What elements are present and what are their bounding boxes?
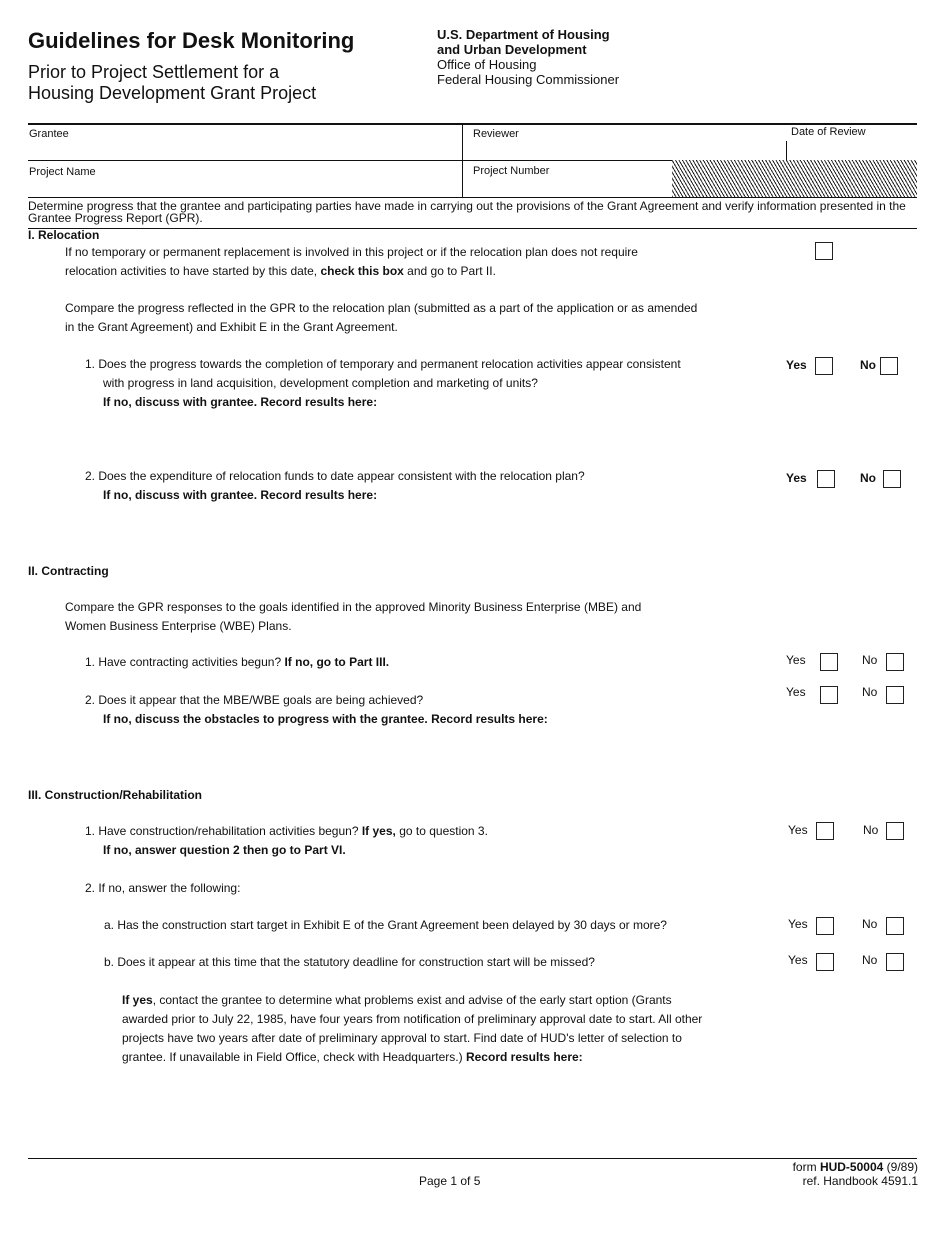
text-run: If yes (122, 993, 153, 1007)
page-title: Guidelines for Desk Monitoring (28, 28, 355, 53)
form-date: (9/89) (883, 1160, 918, 1174)
text-run: check this box (320, 264, 404, 278)
yes-label: Yes (788, 823, 808, 837)
section-2-para-1 (65, 598, 641, 636)
text-line (122, 1048, 702, 1067)
section-1-heading: I. Relocation (28, 228, 100, 242)
s1-q1-yes-checkbox[interactable] (815, 357, 833, 375)
section-1-question-1 (85, 355, 681, 412)
no-label: No (860, 471, 876, 485)
yes-label: Yes (786, 471, 807, 485)
section-1-para-2 (65, 299, 697, 337)
department-block (437, 27, 619, 87)
dept-line-3: Office of Housing (437, 57, 537, 72)
text-line: Compare the GPR responses to the goals identified in the approved Minority Business Enterprise (MBE) and (65, 600, 642, 614)
date-divider (786, 141, 787, 161)
text-line: in the Grant Agreement) and Exhibit E in the Grant Agreement. (65, 320, 398, 334)
no-relocation-checkbox[interactable] (815, 242, 833, 260)
s2-q2-yes-checkbox[interactable] (820, 686, 838, 704)
yes-label: Yes (786, 685, 806, 699)
top-rule (28, 123, 917, 125)
no-label: No (862, 953, 878, 967)
no-label: No (862, 653, 878, 667)
text-run: , contact the grantee to determine what problems exist and advise of the early start option (Grants (152, 993, 672, 1007)
page-number: Page 1 of 5 (419, 1174, 481, 1188)
section-1-question-2 (85, 467, 585, 505)
text-line: with progress in land acquisition, development completion and marketing of units? (103, 376, 538, 390)
grid-rule-2 (28, 197, 917, 198)
date-of-review-field[interactable] (790, 140, 915, 158)
text-line (122, 991, 702, 1010)
text-run: 1. Have contracting activities begun? (85, 655, 285, 669)
text-run: relocation activities to have started by this date, (65, 264, 321, 278)
text-line: 2. Does it appear that the MBE/WBE goals are being achieved? (85, 693, 424, 707)
s3-q1-no-checkbox[interactable] (886, 822, 904, 840)
dept-line-1: U.S. Department of Housing (437, 27, 610, 42)
footer-rule (28, 1158, 917, 1159)
s3-q2a-yes-checkbox[interactable] (816, 917, 834, 935)
s1-q2-no-checkbox[interactable] (883, 470, 901, 488)
text-run: form (792, 1160, 820, 1174)
date-of-review-label: Date of Review (791, 126, 866, 138)
intro-rule (28, 228, 917, 229)
text-line (85, 822, 488, 841)
project-name-field[interactable] (40, 178, 460, 196)
project-name-label: Project Name (29, 166, 96, 178)
dept-line-4: Federal Housing Commissioner (437, 72, 620, 87)
s3-q2b-no-checkbox[interactable] (886, 953, 904, 971)
yes-label: Yes (786, 358, 807, 372)
grantee-label: Grantee (29, 128, 69, 140)
section-3-question-2: 2. If no, answer the following: (85, 881, 241, 895)
text-line: 2. Does the expenditure of relocation funds to date appear consistent with the relocation plan? (85, 469, 585, 483)
text-run: 1. Have construction/rehabilitation activities begun? (85, 824, 362, 838)
text-run: If yes, (361, 824, 396, 838)
text-run: Record results here: (465, 1050, 583, 1064)
text-line: If no, discuss with grantee. Record results here: (103, 488, 378, 502)
text-line: If no, discuss the obstacles to progress with the grantee. Record results here: (103, 712, 548, 726)
text-line: If no, answer question 2 then go to Part VI. (103, 843, 346, 857)
text-run: go to question 3. (395, 824, 488, 838)
text-line: If no, discuss with grantee. Record results here: (103, 395, 378, 409)
project-number-field[interactable] (473, 178, 668, 196)
no-label: No (860, 358, 876, 372)
intro-text: Determine progress that the grantee and participating parties have made in carrying out the provisions of the Grant Agreement and verify information presented in the Grantee Progress Report (GPR). (28, 199, 906, 225)
form-number: HUD-50004 (819, 1160, 884, 1174)
yes-label: Yes (788, 917, 808, 931)
section-2-question-1 (85, 653, 389, 672)
dept-line-2: and Urban Development (437, 42, 587, 57)
text-run: and go to Part II. (403, 264, 496, 278)
page-subtitle (28, 62, 316, 104)
text-line: Women Business Enterprise (WBE) Plans. (65, 619, 292, 633)
text-line (700, 1160, 918, 1174)
section-3-question-2b: b. Does it appear at this time that the statutory deadline for construction start will be missed? (104, 955, 595, 969)
text-line: projects have two years after date of preliminary approval to start. Find date of HUD's letter of selection to (122, 1031, 682, 1045)
grantee-field[interactable] (40, 140, 460, 158)
section-2-question-2 (85, 691, 548, 729)
reviewer-label: Reviewer (473, 128, 519, 140)
s2-q1-yes-checkbox[interactable] (820, 653, 838, 671)
no-label: No (862, 685, 878, 699)
text-line: 1. Does the progress towards the completion of temporary and permanent relocation activities appear consistent (85, 357, 681, 371)
reviewer-field[interactable] (473, 140, 783, 158)
section-2-heading: II. Contracting (28, 564, 109, 578)
subtitle-line-2: Housing Development Grant Project (28, 83, 317, 103)
yes-label: Yes (788, 953, 808, 967)
s1-q1-no-checkbox[interactable] (880, 357, 898, 375)
project-number-label: Project Number (473, 165, 550, 177)
text-run: If no, go to Part III. (284, 655, 390, 669)
s2-q2-no-checkbox[interactable] (886, 686, 904, 704)
s2-q1-no-checkbox[interactable] (886, 653, 904, 671)
text-line (65, 262, 638, 281)
subtitle-line-1: Prior to Project Settlement for a (28, 62, 280, 82)
text-run: grantee. If unavailable in Field Office, check with Headquarters.) (122, 1050, 466, 1064)
text-line: awarded prior to July 22, 1985, have four years from notification of preliminary approval date to start. All other (122, 1012, 703, 1026)
text-line: If no temporary or permanent replacement is involved in this project or if the relocation plan does not require (65, 245, 638, 259)
form-identifier (700, 1160, 918, 1188)
section-3-question-2a: a. Has the construction start target in Exhibit E of the Grant Agreement been delayed by 30 days or more? (104, 918, 667, 932)
shaded-area (672, 160, 917, 197)
section-3-heading: III. Construction/Rehabilitation (28, 788, 202, 802)
text-line: Compare the progress reflected in the GPR to the relocation plan (submitted as a part of the application or as amended (65, 301, 698, 315)
s3-q1-yes-checkbox[interactable] (816, 822, 834, 840)
section-3-instructions (122, 991, 702, 1067)
s3-q2b-yes-checkbox[interactable] (816, 953, 834, 971)
handbook-reference: ref. Handbook 4591.1 (802, 1174, 918, 1188)
s1-q2-yes-checkbox[interactable] (817, 470, 835, 488)
no-label: No (862, 917, 878, 931)
no-label: No (863, 823, 879, 837)
section-3-question-1 (85, 822, 488, 860)
section-1-para-1 (65, 243, 638, 281)
grid-divider (462, 124, 463, 197)
yes-label: Yes (786, 653, 806, 667)
s3-q2a-no-checkbox[interactable] (886, 917, 904, 935)
